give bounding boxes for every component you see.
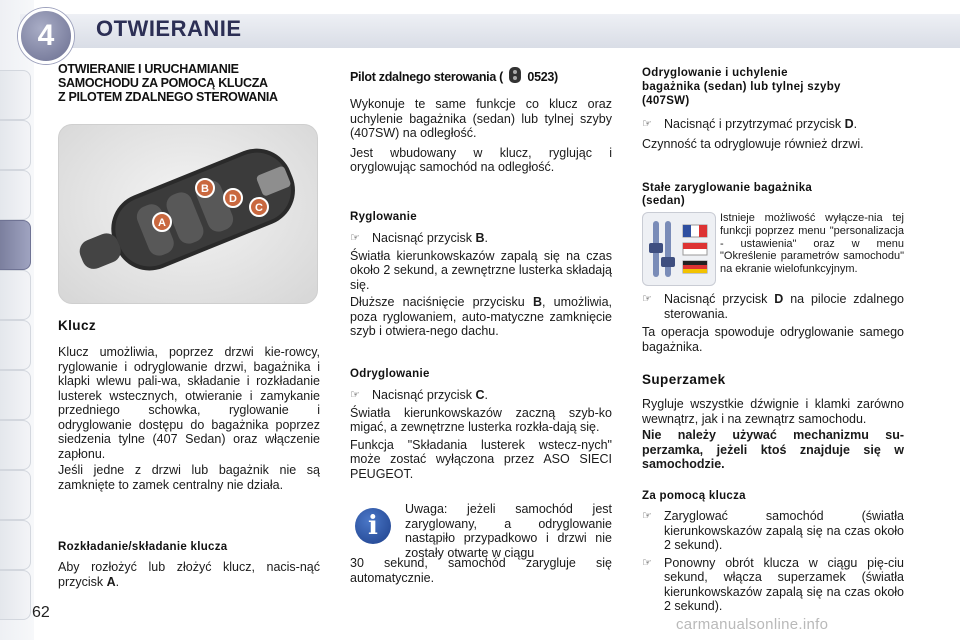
info-icon: i	[355, 508, 391, 544]
key-illustration	[59, 125, 317, 303]
superzamek-warning: Nie należy używać mechanizmu su-perzamka, jeżeli ktoś znajduje się w samochodzie.	[642, 428, 904, 471]
page-number: 62	[32, 604, 50, 621]
heading-odryg-uchylenie: Odryglowanie i uchylenie bagażnika (sedan) lub tylnej szyby (407SW)	[642, 67, 841, 107]
heading-pilot: Pilot zdalnego sterowania ( 0523)	[350, 66, 612, 84]
ryglowanie-paragraph-1: Światła kierunkowskazów zapalą się na czas około 2 sekund, a zewnętrzne lusterka składają się.	[350, 248, 612, 292]
column-middle-ryg	[350, 211, 612, 339]
key-photo	[58, 124, 318, 304]
column-middle	[350, 66, 612, 175]
finger-pointer-icon: ☞	[642, 556, 652, 569]
column-left	[58, 62, 320, 104]
heading-odryglowanie: Odryglowanie	[350, 368, 430, 380]
heading-stale-zaryglowanie: Stałe zaryglowanie bagażnika (sedan)	[642, 182, 813, 207]
chapter-tab[interactable]	[0, 420, 31, 470]
chapter-tab[interactable]	[0, 370, 31, 420]
list-item: ☞ Nacisnąć przycisk C.	[350, 388, 489, 402]
chapter-title: OTWIERANIE	[96, 16, 242, 41]
chapter-tab[interactable]	[0, 470, 31, 520]
finger-pointer-icon: ☞	[642, 510, 652, 522]
chapter-tab[interactable]	[0, 520, 31, 570]
column-right-super	[642, 372, 904, 472]
odryglowanie-paragraph-2: Funkcja "Składania lusterek wstecz-nych" może zostać wyłączona przez ASO SIECI PEUGEOT.	[350, 437, 612, 481]
column-right-klucz	[642, 490, 904, 614]
finger-pointer-icon: ☞	[642, 293, 652, 305]
rozkladanie-paragraph: Aby rozłożyć lub złożyć klucz, nacis-nąć przycisk A.	[58, 560, 320, 589]
chapter-tab-rail	[0, 0, 34, 640]
superzamek-paragraph: Rygluje wszystkie dźwignie i klamki zarówno wewnątrz, jak i na zewnątrz samochodu.	[642, 397, 904, 426]
uwaga-paragraph: Uwaga: jeżeli samochód jest zaryglowany, a odryglowanie nastąpiło przypadkowo i drzwi nie zostały otwarte w ciągu	[405, 502, 612, 560]
chapter-tab[interactable]	[0, 120, 31, 170]
klucz-paragraph-1: Klucz umożliwia, poprzez drzwi kie-rowcy, ryglowanie i odryglowanie drzwi, bagażnika i klapki wlewu pali-wa, składanie i rozkładanie lusterek wstecznych, otwieranie i zamykanie przedniego schowka, ryglowanie i odryglowanie dostępu do bagażnika poprzez siedzenia tylne (407 Sedan) oraz włączenie zapłonu.	[58, 345, 320, 461]
heading-rozkladanie: Rozkładanie/składanie klucza	[58, 541, 228, 553]
uwaga-note-cont	[350, 556, 612, 585]
key-label-b: B	[201, 183, 209, 195]
list-item: ☞ Nacisnąć przycisk B.	[350, 231, 489, 245]
column-middle-odryg	[350, 368, 612, 481]
key-label-d: D	[229, 193, 237, 205]
list-item: ☞ Zaryglować samochód (światła kierunkowskazów zapalą się na czas około 2 sekund).	[642, 509, 904, 552]
finger-pointer-icon: ☞	[642, 118, 652, 130]
chapter-tab[interactable]	[0, 70, 31, 120]
finger-pointer-icon: ☞	[350, 232, 360, 244]
pilot-paragraph-2: Jest wbudowany w klucz, ryglując i oryglowując samochód na odległość.	[350, 145, 612, 174]
column-right	[642, 66, 904, 151]
stale-paragraph-2: Ta operacja spowoduje odryglowanie samego bagażnika.	[642, 325, 904, 354]
watermark: carmanualsonline.info	[676, 616, 829, 633]
remote-key-icon	[506, 66, 524, 84]
chapter-tab[interactable]	[0, 170, 31, 220]
klucz-paragraph-2: Jeśli jedne z drzwi lub bagażnik nie są zamknięte to zamek centralny nie działa.	[58, 463, 320, 492]
column-left-text	[58, 318, 320, 492]
column-left-rozk	[58, 541, 320, 589]
odryg-uchylenie-paragraph: Czynność ta odryglowuje również drzwi.	[642, 136, 864, 151]
chapter-tab[interactable]	[0, 270, 31, 320]
heading-ryglowanie: Ryglowanie	[350, 211, 417, 223]
list-item: ☞ Nacisnąć przycisk D na pilocie zdalnego sterowania.	[642, 292, 905, 321]
heading-za-pomoca-klucza: Za pomocą klucza	[642, 490, 746, 502]
uwaga-paragraph-cont: 30 sekund, samochód zarygluje się automatycznie.	[350, 556, 612, 585]
chapter-number: 4	[18, 8, 74, 64]
key-label-c: C	[255, 202, 263, 214]
key-label-a: A	[158, 217, 166, 229]
heading-klucz: Klucz	[58, 318, 97, 333]
chapter-tab[interactable]	[0, 320, 31, 370]
settings-sliders-icon	[642, 212, 716, 286]
ryglowanie-paragraph-2: Dłuższe naciśnięcie przycisku B, umożliwia, poza ryglowaniem, auto-matyczne zamknięcie szyb i otwiera-nego dachu.	[350, 295, 612, 338]
stale-paragraph: Istnieje możliwość wyłącze-nia tej funkcji poprzez menu "personalizacja - ustawienia" oraz w menu "Określenie parametrów samochodu" na ekranie wielofunkcyjnym.	[720, 212, 904, 276]
uwaga-note	[405, 502, 612, 560]
section-main-heading: OTWIERANIE I URUCHAMIANIE SAMOCHODU ZA POMOCĄ KLUCZA Z PILOTEM ZDALNEGO STEROWANIA	[58, 62, 278, 104]
list-item: ☞ Ponowny obrót klucza w ciągu pię-ciu sekund, włącza superzamek (światła kierunkowskazów zapalą się na czas około 2 sekund).	[642, 555, 904, 613]
column-right-stale	[642, 182, 904, 208]
list-item: ☞ Nacisnąć i przytrzymać przycisk D.	[642, 117, 858, 131]
chapter-tab[interactable]	[0, 570, 31, 620]
stale-paragraph-box	[720, 212, 904, 276]
column-right-stale-cont	[642, 292, 904, 354]
odryglowanie-paragraph-1: Światła kierunkowskazów zaczną szyb-ko migać, a zewnętrzne lusterka rozkła-dają się.	[350, 405, 612, 434]
chapter-tab-active[interactable]	[0, 220, 31, 270]
heading-superzamek: Superzamek	[642, 372, 726, 387]
finger-pointer-icon: ☞	[350, 389, 360, 401]
pilot-paragraph-1: Wykonuje te same funkcje co klucz oraz uchylenie bagażnika (sedan) lub tylnej szyby (407SW) na odległość.	[350, 97, 612, 140]
